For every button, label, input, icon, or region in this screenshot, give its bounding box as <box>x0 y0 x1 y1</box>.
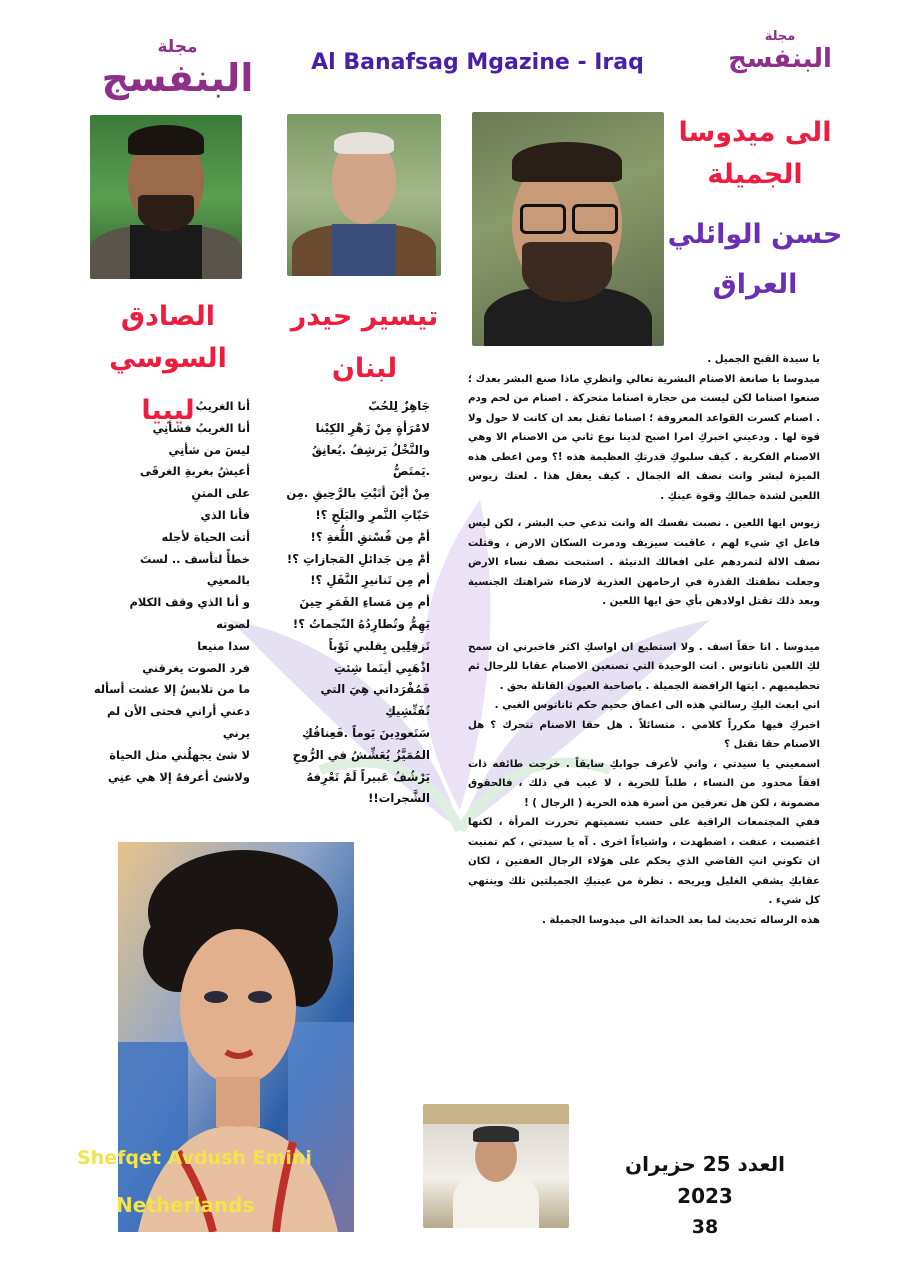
issue-year: 2023 <box>677 1184 733 1208</box>
poem-line: أمْ مِن فُسْتقِ اللُّغةِ ؟! <box>310 529 430 544</box>
poem-line: سَتَعودِينَ يَوماً .فَعِناقُكِ <box>302 725 430 740</box>
article-paragraph: يا سيدة القبح الجميل . <box>707 354 820 365</box>
poem1-country: لبنان <box>331 353 398 384</box>
poem-line: أعيشُ بغربةِ الغرقَى <box>139 464 250 479</box>
logo-small-text: مجلة <box>764 29 796 44</box>
issue-number: العدد 25 حزيران <box>625 1152 785 1176</box>
poem1-body <box>270 396 430 810</box>
poem-line: أنا الغريبُ <box>195 399 250 413</box>
logo-big-text: البنفسج <box>101 56 254 100</box>
poem-line: يَرْشُفُ عَبيراً لَمْ تَعْرِفهُ <box>306 769 430 784</box>
poem-line: سدا منيعا <box>197 638 250 653</box>
poem-line: ليسَ من شأنِي <box>168 442 250 457</box>
artist-country: Netherlands <box>116 1193 255 1217</box>
article-title-line1: الى ميدوسا <box>678 117 832 148</box>
poem-line: تَزفِلِين بِقلبي ثَوْباً <box>328 638 430 653</box>
poem-line: تُفَتِّشِيكِ <box>385 704 430 719</box>
artist-name: Shefqet Avdush Emini <box>77 1147 312 1169</box>
poem-line: أم مِن تَنانيرِ النَّفَلِ ؟! <box>310 573 430 588</box>
poem-line: لا شئ يجهلُني مثل الحياة <box>109 747 250 762</box>
poem-line: أمْ مِن جَدائلِ المَجازاتِ ؟! <box>286 551 430 566</box>
author-photo-tayseer <box>287 114 441 276</box>
main-article-header <box>660 112 850 306</box>
article-country: العراق <box>712 269 798 300</box>
poem-line: مِنْ أيْنَ أتَيْتِ بالرَّحِيقِ .مِن <box>286 486 430 501</box>
poem-line: دعني أراني فحتى الأن لم <box>107 704 250 719</box>
article-paragraph: اسمعيني يا سيدتي ، واني لأعرف جوابكِ سابقاً . خرجت طائفه ذات افقاً محدود من النساء ، طلباً للحرية ، لا عيب في ذلك ، فالحقوق مضمونة ، لكن هل تعرفين من أسرة هذه الحرية ( الرجال ) ! <box>468 758 820 809</box>
poem-line: و أنا الذي وقف الكلام <box>129 595 250 610</box>
poem-line: حَبّاتِ التَّمرِ والبَلَحِ ؟! <box>315 507 430 522</box>
poem-line: فَمُفْرَداتي هِيَ التي <box>320 682 430 697</box>
magazine-title: Al Banafsag Mgazine - Iraq <box>311 50 644 75</box>
poem-line: أتت الحياة لأجله <box>161 529 250 544</box>
logo-small-text: مجلة <box>157 37 198 57</box>
author-photo-hassan <box>472 112 664 346</box>
poem-line: خطأً لتأسف .. لستَ <box>139 551 250 566</box>
painting-portrait <box>118 842 354 1232</box>
article-title-line2: الجميلة <box>707 159 803 190</box>
painting-artwork <box>118 842 354 1232</box>
poem-line: جَاهِزٌ لِلحُبّ <box>368 399 430 413</box>
poem-line: اذْهَبِي أينَما شِئتِ <box>333 660 430 675</box>
poem-line: يَهِمُّ وتُطارِدُهُ النّجماتُ ؟! <box>292 616 430 631</box>
article-paragraph: هذه الرساله تحديث لما بعد الحداثة الى ميدوسا الجميلة . <box>541 914 820 926</box>
poem-line: يرني <box>222 725 250 740</box>
magazine-logo-right <box>710 30 850 90</box>
poem-line: والنَّخْلُ يَرشِفُ .يُعانِقُ <box>311 442 430 457</box>
poem-line: بالمعنِي <box>206 573 250 588</box>
poem-line: على المتنِ <box>191 486 250 501</box>
poem-line: أم مِن مَساءِ القَمَرِ حِينَ <box>299 595 430 610</box>
poem2-body <box>70 396 250 788</box>
issue-info <box>620 1148 790 1242</box>
article-paragraph: ففي المجتمعات الراقية على حسب تسميتهم تحررت المرأة ، لكنها اغتصبت ، عنفت ، اضطهدت ، واشياءاً اخرى . آه يا سيدتي ، كم تمنيت ان تكوني انتِ القاضي الذي يحكم على هؤلاء الرجال العفنين ، لكان عقابكِ يشفي الغليل ويريحه . نظرة من عينيكِ الجميلتين تلك وينتهي كل شيء . <box>468 817 820 906</box>
poem-line: .يَمتَصُّ <box>392 464 430 479</box>
article-paragraph: زيوس ايها اللعين . نصبت نفسك اله وانت تدعي حب البشر ، لكن ليس فاعل اي شيء لهم ، عاقبت سيزيف ودمرت السكان الارض ، وقتلت نصف الالة لتمردهم على افعالك الدنيئة . استبحت نصف نساء الارض وجعلت نطفتك القذرة في ارحامهن العذرية لارضاء شراهتك الجنسية وبعد ذلك تقتل اولادهن بأي حق ايها اللعين . <box>468 518 820 607</box>
poem-line: الشَّجرات!! <box>368 791 430 806</box>
poem-line: لصوته <box>216 616 250 631</box>
article-author: حسن الوائلي <box>667 219 843 250</box>
poem1-author: تيسير حيدر <box>290 301 439 332</box>
poem-line: ما من تلابسُ إلا عشت أسأله <box>93 682 250 697</box>
magazine-logo-left <box>90 38 265 108</box>
logo-big-text: البنفسج <box>728 44 832 74</box>
page-number: 38 <box>691 1216 719 1238</box>
poem-line: فأنا الذي <box>200 507 250 522</box>
poem2-country: ليبيا <box>141 395 195 426</box>
author-photo-sadiq <box>90 115 242 279</box>
artist-photo <box>423 1104 569 1228</box>
article-paragraph: اخبركِ فيها مكرراً كلامي . متسائلاً . هل حقا الاصنام تتحرك ؟ هل الاصنام حقا تقتل ؟ <box>468 719 820 750</box>
article-paragraph: ميدوسا يا صانعة الاصنام البشرية تعالي وانظري ماذا صنع البشر بعدك ؛ صنعوا اصناما لكن ليست من حجارة اصناما متحركة . اصنام من لحم ودم . اصنام كسرت القواعد المعروفة ؛ اصناما تقتل بعد ان كانت لا حول ولا قوة لها . ودعيني اخبركِ امرا اصبح لدينا نوع ثاني من الاصنام الا وهي الاصنام الفكرية . كيف سلبوكِ قدرتكِ العظيمة هذه !؟ ومن اعطى هذه الميزة لبشر وانت نصف اله الجمال . كيف يعقل هذا . لعنك زيوس اللعين لشدة جمالكِ وقوة عينكِ . <box>468 373 820 502</box>
main-article-body <box>468 350 820 930</box>
poem1-header <box>272 296 457 390</box>
poem-line: المُمَيَّزُ يُعَشِّشُ في الرُّوحِ <box>292 747 430 762</box>
article-paragraph: اني ابعث اليكِ رسالتي هذه الى اعماق جحيم حكم ثاناتوس الغبي . <box>494 700 820 711</box>
poem-line: ولاشئ أعرفهُ إلا هي عنِي <box>108 769 250 784</box>
poem-line: لامْرَأةٍ مِنْ زَهْرِ الكِيْنا <box>315 420 430 435</box>
article-paragraph: ميدوسا . انا حقاً اسف . ولا استطيع ان اواسكِ اكثر فاخبرني ان سمح لكِ اللعين ثاناتوس . انت الوحيدة التي تصنعين الاصنام عقابا للرجال ثم تحطيميهم . ايتها الرافضة الجميلة . ياصاحبة العيون القاتلة بحق . <box>468 641 820 692</box>
poem-line: أنا الغريبُ فشأنِي <box>152 420 250 435</box>
poem-line: فرد الصوت يغرقني <box>142 660 250 675</box>
poem2-author: الصادق السوسي <box>109 301 227 374</box>
